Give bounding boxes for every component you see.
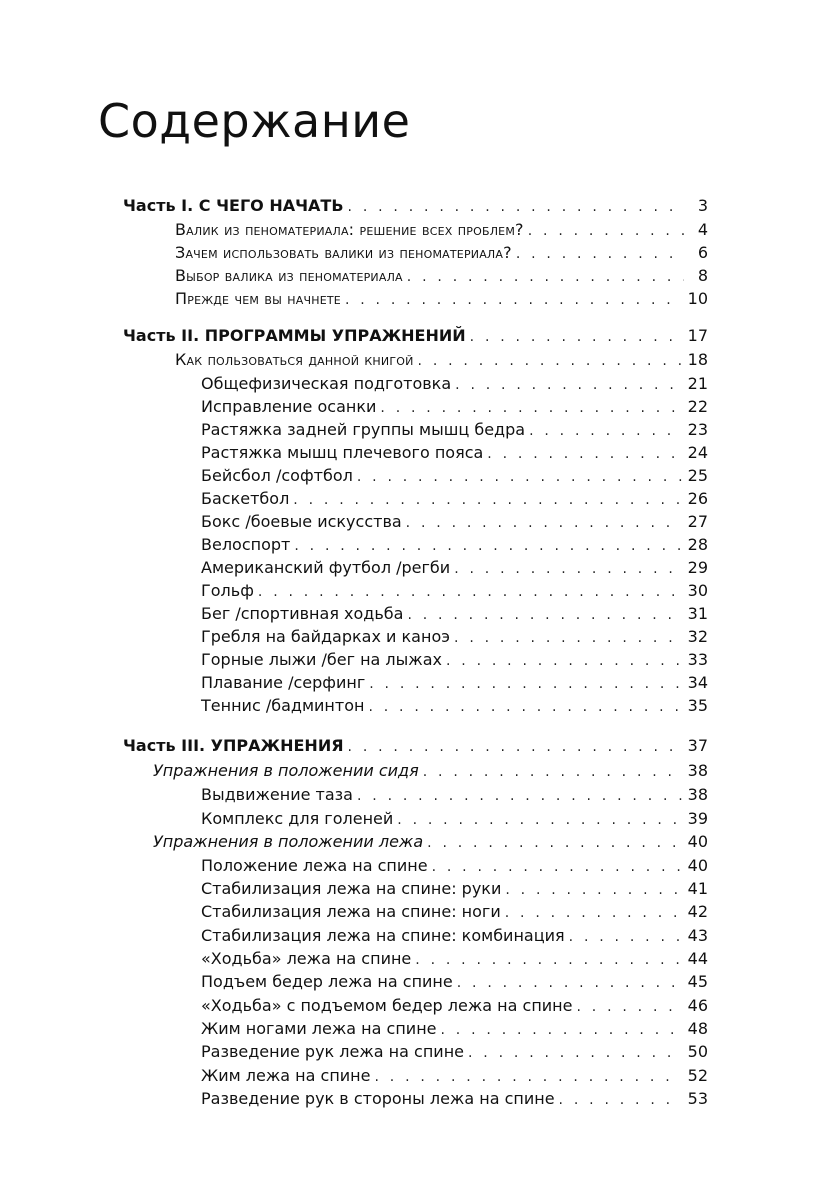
toc-entry[interactable] <box>201 557 708 579</box>
toc-entry-title: Часть I. С ЧЕГО НАЧАТЬ <box>123 196 344 215</box>
toc-entry[interactable] <box>201 534 708 556</box>
toc-entry-title: Горные лыжи /бег на лыжах <box>201 650 442 669</box>
toc-entry-title: Бег /спортивная ходьба <box>201 604 404 623</box>
toc-page-number: 53 <box>687 1089 708 1108</box>
dot-leader <box>432 856 682 878</box>
dot-leader <box>454 627 682 649</box>
toc-entry-title: Разведение рук в стороны лежа на спине <box>201 1089 555 1108</box>
toc-entry[interactable] <box>201 465 708 487</box>
toc-page-number: 28 <box>687 535 708 554</box>
toc-entry-title: Как пользоваться данной книгой <box>175 350 414 369</box>
toc-page-number: 38 <box>687 761 708 780</box>
dot-leader <box>529 420 682 442</box>
toc-entry[interactable] <box>201 511 708 533</box>
dot-leader <box>258 581 682 603</box>
toc-entry-title: Часть III. УПРАЖНЕНИЯ <box>123 736 344 755</box>
dot-leader <box>505 879 681 901</box>
toc-entry[interactable] <box>201 419 708 441</box>
toc-page-number: 29 <box>687 558 708 577</box>
dot-leader <box>357 785 682 807</box>
dot-leader <box>470 326 682 348</box>
toc-page-number: 17 <box>687 326 708 345</box>
toc-page-number: 32 <box>687 627 708 646</box>
dot-leader <box>455 374 681 396</box>
dot-leader <box>505 902 682 924</box>
toc-entry[interactable] <box>201 971 708 993</box>
toc-page-number: 26 <box>687 489 708 508</box>
toc-page-number: 48 <box>687 1019 708 1038</box>
toc-entry-title: Растяжка задней группы мышц бедра <box>201 420 526 439</box>
toc-page-number: 22 <box>687 397 708 416</box>
toc-entry[interactable] <box>201 672 708 694</box>
dot-leader <box>407 604 681 626</box>
toc-entry[interactable] <box>201 580 708 602</box>
toc-entry-title: Велоспорт <box>201 535 291 554</box>
dot-leader <box>559 1089 682 1111</box>
toc-page-number: 24 <box>687 443 708 462</box>
toc-entry[interactable] <box>201 784 708 806</box>
dot-leader <box>454 558 681 580</box>
dot-leader <box>457 972 682 994</box>
toc-entry-title: Гольф <box>201 581 254 600</box>
toc-entry-title: «Ходьба» лежа на спине <box>201 949 412 968</box>
toc-entry[interactable] <box>201 901 708 923</box>
toc-page-number: 50 <box>687 1042 708 1061</box>
toc-entry[interactable] <box>201 649 708 671</box>
dot-leader <box>468 1042 682 1064</box>
toc-entry-title: Стабилизация лежа на спине: руки <box>201 879 502 898</box>
toc-page-number: 44 <box>687 949 708 968</box>
toc-subsection[interactable] <box>153 831 708 853</box>
toc-entry[interactable] <box>201 488 708 510</box>
toc-entry-title: Исправление осанки <box>201 397 377 416</box>
toc-page-number: 52 <box>687 1066 708 1085</box>
toc-page-number: 25 <box>687 466 708 485</box>
dot-leader <box>374 1066 681 1088</box>
toc-entry-title: Гребля на байдарках и каноэ <box>201 627 451 646</box>
dot-leader <box>576 996 681 1018</box>
dot-leader <box>487 443 681 465</box>
dot-leader <box>418 350 682 372</box>
dot-leader <box>357 466 682 488</box>
toc-page-number: 31 <box>687 604 708 623</box>
toc-page-number: 33 <box>687 650 708 669</box>
toc-page-number: 6 <box>697 243 708 262</box>
toc-page-number: 23 <box>687 420 708 439</box>
toc-entry-title: Часть II. ПРОГРАММЫ УПРАЖНЕНИЙ <box>123 326 466 345</box>
toc-entry-title: Стабилизация лежа на спине: комбинация <box>201 926 565 945</box>
toc-entry-title: Американский футбол /регби <box>201 558 451 577</box>
toc-page-number: 18 <box>687 350 708 369</box>
dot-leader <box>348 736 682 758</box>
toc-entry-title: Жим лежа на спине <box>201 1066 371 1085</box>
toc-part-2[interactable] <box>123 325 708 347</box>
toc-page-number: 46 <box>687 996 708 1015</box>
toc-entry-title: Баскетбол <box>201 489 290 508</box>
toc-page-number: 40 <box>687 832 708 851</box>
toc-entry-title: Валик из пеноматериала: решение всех проблем? <box>175 220 524 239</box>
toc-subsection[interactable] <box>153 760 708 782</box>
dot-leader <box>528 220 684 242</box>
toc-entry-title: Плавание /серфинг <box>201 673 366 692</box>
toc-entry[interactable] <box>201 626 708 648</box>
toc-page-number: 27 <box>687 512 708 531</box>
toc-entry[interactable] <box>175 242 708 264</box>
toc-entry[interactable] <box>201 878 708 900</box>
toc-page-number: 21 <box>687 374 708 393</box>
toc-part-1[interactable] <box>123 195 708 217</box>
toc-entry-title: Стабилизация лежа на спине: ноги <box>201 902 501 921</box>
toc-entry-title: Общефизическая подготовка <box>201 374 452 393</box>
toc-entry[interactable] <box>201 1018 708 1040</box>
dot-leader <box>369 673 681 695</box>
toc-entry-title: Теннис /бадминтон <box>201 696 365 715</box>
toc-entry-title: Выбор валика из пеноматериала <box>175 266 403 285</box>
dot-leader <box>407 266 684 288</box>
toc-page-number: 43 <box>687 926 708 945</box>
toc-entry[interactable] <box>201 1041 708 1063</box>
dot-leader <box>293 489 681 511</box>
toc-page-number: 8 <box>697 266 708 285</box>
dot-leader <box>427 832 682 854</box>
dot-leader <box>516 243 684 265</box>
dot-leader <box>423 761 682 783</box>
toc-page-number: 42 <box>687 902 708 921</box>
toc-entry-title: Зачем использовать валики из пеноматериала? <box>175 243 512 262</box>
toc-entry-title: Упражнения в положении сидя <box>153 761 419 780</box>
toc-entry[interactable] <box>201 948 708 970</box>
toc-entry[interactable] <box>201 855 708 877</box>
toc-entry-title: Комплекс для голеней <box>201 809 394 828</box>
toc-page-number: 35 <box>687 696 708 715</box>
page-title: Содержание <box>98 94 411 148</box>
toc-entry[interactable] <box>175 265 708 287</box>
toc-entry-title: Растяжка мышц плечевого пояса <box>201 443 484 462</box>
toc-entry[interactable] <box>175 219 708 241</box>
toc-entry-title: Упражнения в положении лежа <box>153 832 424 851</box>
dot-leader <box>441 1019 682 1041</box>
toc-page-number: 41 <box>687 879 708 898</box>
dot-leader <box>368 696 681 718</box>
toc-entry[interactable] <box>201 995 708 1017</box>
toc-page-number: 3 <box>697 196 708 215</box>
toc-page-number: 37 <box>687 736 708 755</box>
dot-leader <box>406 512 682 534</box>
toc-page-number: 39 <box>687 809 708 828</box>
toc-entry[interactable] <box>201 808 708 830</box>
dot-leader <box>446 650 682 672</box>
toc-part-3[interactable] <box>123 735 708 757</box>
dot-leader <box>569 926 682 948</box>
dot-leader <box>380 397 681 419</box>
dot-leader <box>415 949 681 971</box>
dot-leader <box>348 196 684 218</box>
dot-leader <box>294 535 681 557</box>
toc-entry[interactable] <box>175 349 708 371</box>
toc-page-number: 45 <box>687 972 708 991</box>
toc-entry[interactable] <box>201 1065 708 1087</box>
toc-entry-title: Подъем бедер лежа на спине <box>201 972 453 991</box>
toc-page-number: 34 <box>687 673 708 692</box>
toc-page-number: 4 <box>697 220 708 239</box>
toc-entry[interactable] <box>201 695 708 717</box>
dot-leader <box>397 809 681 831</box>
dot-leader <box>345 289 682 311</box>
toc-entry[interactable] <box>201 396 708 418</box>
toc-entry-title: Положение лежа на спине <box>201 856 428 875</box>
toc-page-number: 30 <box>687 581 708 600</box>
toc-entry[interactable] <box>201 442 708 464</box>
toc-entry[interactable] <box>201 1088 708 1110</box>
toc-entry-title: Выдвижение таза <box>201 785 353 804</box>
toc-entry-title: Бокс /боевые искусства <box>201 512 402 531</box>
toc-page-number: 38 <box>687 785 708 804</box>
toc-entry[interactable] <box>201 373 708 395</box>
toc-page-number: 10 <box>687 289 708 308</box>
toc-page-number: 40 <box>687 856 708 875</box>
toc-entry-title: Прежде чем вы начнете <box>175 289 341 308</box>
toc-entry-title: Жим ногами лежа на спине <box>201 1019 437 1038</box>
toc-entry[interactable] <box>201 603 708 625</box>
toc-entry-title: Бейсбол /софтбол <box>201 466 353 485</box>
toc-entry-title: «Ходьба» с подъемом бедер лежа на спине <box>201 996 573 1015</box>
toc-entry-title: Разведение рук лежа на спине <box>201 1042 464 1061</box>
toc-entry[interactable] <box>201 925 708 947</box>
toc-entry[interactable] <box>175 288 708 310</box>
